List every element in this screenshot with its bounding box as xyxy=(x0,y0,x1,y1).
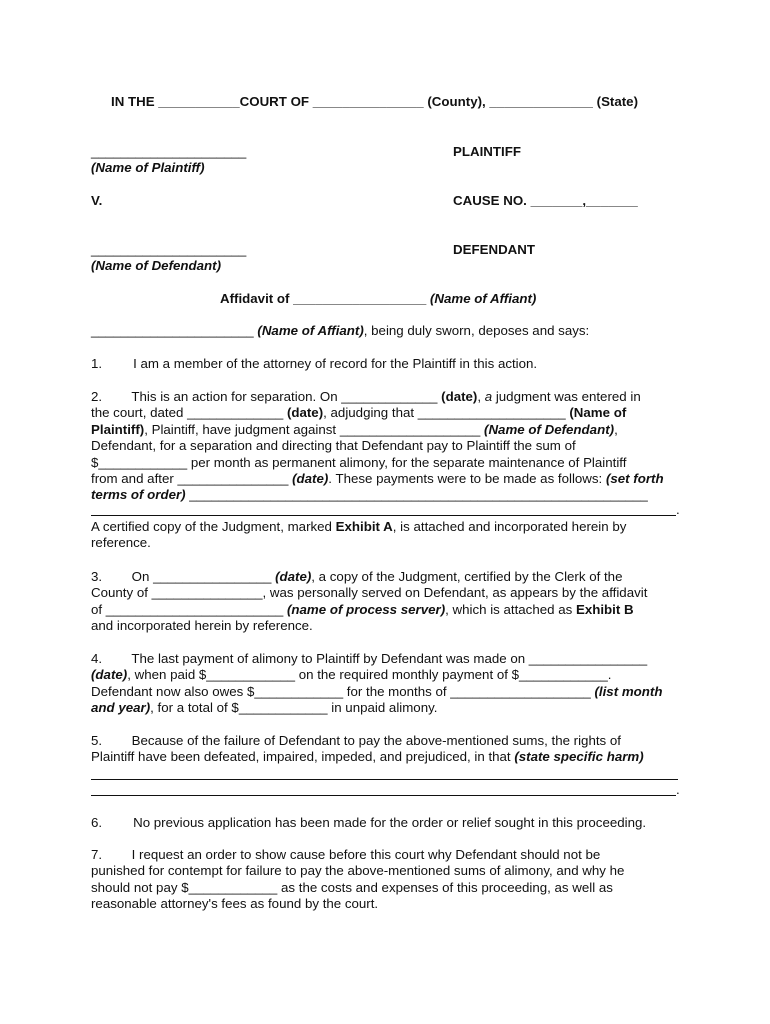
p4-line1: 4. The last payment of alimony to Plaintiff by Defendant was made on ________________ xyxy=(91,651,648,666)
paragraph-3 xyxy=(91,569,691,635)
paragraph-4 xyxy=(91,651,691,717)
p2-set-forth: (set forth xyxy=(605,471,664,487)
p3-line2: County of _______________, was personally served on Defendant, as appears by the affidavit xyxy=(91,585,648,601)
p2-line5: $____________ per month as permanent alimony, for the separate maintenance of Plaintiff xyxy=(91,454,627,470)
paragraph-2 xyxy=(91,389,691,504)
p4-line3: Defendant now also owes $____________ for the months of ___________________ xyxy=(91,683,595,699)
defendant-name-label: (Name of Defendant) xyxy=(91,258,222,273)
plaintiff-label: PLAINTIFF xyxy=(453,144,521,159)
p2-line6: from and after _______________ xyxy=(91,471,293,487)
p2-after-date-label: (date) xyxy=(292,471,329,487)
p4-list-month: (list month xyxy=(594,683,663,699)
p4-line4: , for a total of $____________ in unpaid alimony. xyxy=(150,700,438,716)
p4-line2: , when paid $____________ on the required monthly payment of $____________. xyxy=(127,667,612,683)
intro-affiant-label: (Name of Affiant) xyxy=(257,323,364,338)
p7-line1: 7. I request an order to show cause before this court why Defendant should not be xyxy=(91,847,601,862)
p2-dated-label: (date) xyxy=(286,405,324,421)
p7-line3: should not pay $____________ as the costs and expenses of this proceeding, as well as xyxy=(91,879,613,895)
court-header: IN THE ___________COURT OF _______________ (County), ______________ (State) xyxy=(111,94,639,109)
p5-harm-rule-1 xyxy=(91,779,678,780)
intro-rest: , being duly sworn, deposes and says: xyxy=(363,323,590,338)
p3-process-server-label: (name of process server) xyxy=(286,601,446,617)
paragraph-1 xyxy=(91,356,537,371)
versus-label: V. xyxy=(91,193,103,208)
p2-name-of: (Name of xyxy=(569,405,627,421)
defendant-label: DEFENDANT xyxy=(453,242,535,257)
p6-text: No previous application has been made for the order or relief sought in this proceeding. xyxy=(133,815,647,830)
p3-line3: of ________________________ xyxy=(91,601,287,617)
p2-adjudging: , adjudging that ____________________ xyxy=(323,405,570,421)
p2-line2: the court, dated _____________ xyxy=(91,405,287,421)
exhibit-a-text: A certified copy of the Judgment, marked xyxy=(91,519,336,534)
p2-line3: , Plaintiff, have judgment against ___________________ xyxy=(144,421,485,437)
p2-line1: 2. This is an action for separation. On _____________ xyxy=(91,389,442,404)
p3-line1-end: , a copy of the Judgment, certified by the Clerk of the xyxy=(311,569,623,584)
exhibit-a-reference: reference. xyxy=(91,535,151,551)
title-prefix: Affidavit of xyxy=(220,291,290,306)
p6-number: 6. xyxy=(91,815,103,830)
p3-attached: , which is attached as xyxy=(445,601,576,617)
p7-line2: punished for contempt for failure to pay the above-mentioned sums of alimony, and why he xyxy=(91,863,625,879)
plaintiff-name-blank: _____________________ xyxy=(91,144,247,159)
exhibit-a-label: Exhibit A xyxy=(335,519,393,534)
p1-number: 1. xyxy=(91,356,103,371)
p4-date-label: (date) xyxy=(91,667,128,683)
p2-italic-a: a xyxy=(484,389,493,404)
p2-payments: . These payments were to be made as follows: xyxy=(328,471,606,487)
affidavit-title xyxy=(220,291,536,306)
defendant-name-blank: _____________________ xyxy=(91,242,247,257)
p2-line3-end: , xyxy=(614,421,618,437)
intro-blank: ______________________ xyxy=(91,323,258,338)
plaintiff-name-label: (Name of Plaintiff) xyxy=(91,160,205,175)
p1-text: I am a member of the attorney of record for the Plaintiff in this action. xyxy=(133,356,538,371)
p5-line1: 5. Because of the failure of Defendant to pay the above-mentioned sums, the rights of xyxy=(91,733,621,748)
p5-line2: Plaintiff have been defeated, impaired, impeded, and prejudiced, in that xyxy=(91,749,515,765)
p5-harm-label: (state specific harm) xyxy=(514,749,644,765)
p5-harm-rule-2 xyxy=(91,795,676,796)
p2-terms-blank: ______________________________________________________________ xyxy=(185,487,648,503)
p3-line1: 3. On ________________ xyxy=(91,569,276,584)
paragraph-7 xyxy=(91,847,691,913)
paragraph-5 xyxy=(91,733,691,766)
intro-line xyxy=(91,323,589,338)
title-blank: __________________ xyxy=(289,291,430,306)
p3-line4: and incorporated herein by reference. xyxy=(91,618,313,634)
title-affiant-label: (Name of Affiant) xyxy=(429,291,537,306)
p4-and-year: and year) xyxy=(91,700,151,716)
p3-date-label: (date) xyxy=(275,569,312,584)
cause-number: CAUSE NO. _______,_______ xyxy=(453,193,638,208)
p7-line4: reasonable attorney's fees as found by the court. xyxy=(91,896,379,912)
p2-plaintiff-label: Plaintiff) xyxy=(91,421,145,437)
p2-terms-period: . xyxy=(676,502,680,517)
p2-comma: , xyxy=(477,389,485,404)
p3-exhibit-b: Exhibit B xyxy=(575,601,634,617)
p2-terms-rule xyxy=(91,515,676,516)
p5-period: . xyxy=(676,782,680,797)
p2-line1-end: judgment was entered in xyxy=(492,389,641,404)
p2-date-label: (date) xyxy=(441,389,478,404)
p2-terms-label: terms of order) xyxy=(91,487,186,503)
p2-defendant-label: (Name of Defendant) xyxy=(484,421,615,437)
exhibit-a-paragraph xyxy=(91,519,691,552)
p2-line4: Defendant, for a separation and directing that Defendant pay to Plaintiff the sum of xyxy=(91,438,576,454)
paragraph-6 xyxy=(91,815,646,830)
exhibit-a-rest: , is attached and incorporated herein by xyxy=(392,519,627,534)
